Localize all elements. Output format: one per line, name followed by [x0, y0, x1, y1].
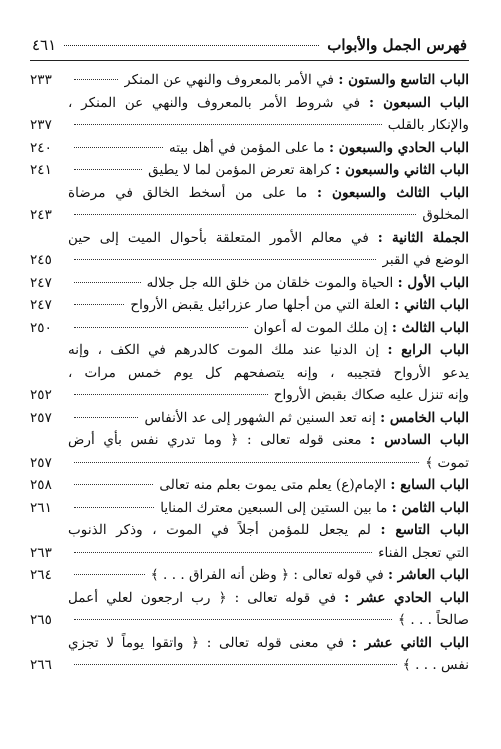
header-rule [30, 60, 469, 61]
entry-text: وإنه تنزل عليه صكاك بقبض الأرواح [273, 387, 469, 403]
entry-line [30, 587, 469, 610]
index-entry [30, 182, 469, 227]
entry-page-number: ٢٦٣ [30, 544, 52, 561]
index-entry [30, 519, 469, 564]
entry-line [30, 294, 469, 317]
leader-dots [74, 484, 153, 485]
entry-label: الباب الثالث والسبعون : [316, 184, 469, 201]
entry-page-number: ٢٣٣ [30, 72, 52, 88]
entry-text: في الأمر بالمعروف والنهي عن المنكر [124, 72, 334, 88]
entry-text: التي تعجل الفناء [378, 544, 469, 561]
entry-line [30, 362, 469, 385]
entry-line [30, 137, 469, 160]
leader-dots [74, 282, 141, 283]
entry-label: الباب الثاني عشر : [351, 634, 469, 651]
entry-text: إن الدنيا عند ملك الموت كالدرهم في الكف ، وإنه [68, 342, 380, 358]
index-entry [30, 137, 469, 160]
entry-line [30, 317, 469, 340]
index-entry [30, 69, 469, 92]
entry-text: في قوله تعالى : ﴿ وظن أنه الفراق . . . ﴾ [150, 567, 384, 583]
index-entry [30, 632, 469, 677]
index-entry [30, 564, 469, 587]
entry-text: الحياة والموت خلقان من خلق الله جل جلاله [146, 274, 394, 291]
entry-line [30, 497, 469, 520]
index-entry [30, 474, 469, 497]
entry-text: في شروط الأمر بالمعروف والنهي عن المنكر ، [68, 94, 361, 111]
entry-text: إن ملك الموت له أعوان [253, 319, 388, 336]
entry-label: الباب الخامس : [380, 409, 469, 426]
entry-label: الباب السابع : [390, 477, 469, 493]
entry-line [30, 564, 469, 587]
entry-line [30, 249, 469, 272]
entry-line [30, 407, 469, 430]
entry-line [30, 474, 469, 497]
entry-text: إنه تعد السنين ثم الشهور إلى عد الأنفاس [144, 409, 376, 426]
leader-dots [74, 417, 138, 418]
leader-dots [74, 124, 382, 125]
entry-page-number: ٢٥٧ [30, 454, 52, 471]
leader-dots [74, 259, 376, 260]
index-entry [30, 407, 469, 430]
entry-page-number: ٢٤٧ [30, 274, 52, 291]
index-entry [30, 429, 469, 474]
entry-text: كراهة تعرض المؤمن لما لا يطيق [148, 162, 331, 178]
entry-line [30, 452, 469, 475]
leader-dots [74, 574, 145, 575]
entry-text: في قوله تعالى : ﴿ رب ارجعون لعلي أعمل [68, 589, 337, 606]
entry-line [30, 272, 469, 295]
entry-line [30, 632, 469, 655]
leader-dots [74, 619, 392, 620]
index-list [30, 69, 469, 677]
entry-text: والإنكار بالقلب [387, 117, 469, 133]
leader-dots [74, 169, 142, 170]
entry-text: الإمام(ع) يعلم متى يموت بعلم منه تعالى [159, 477, 387, 493]
entry-page-number: ٢٤٥ [30, 252, 52, 268]
entry-text: العلة التي من أجلها صار عزرائيل يقبض الأرواح [130, 297, 390, 313]
leader-dots [74, 304, 124, 305]
leader-dots [74, 552, 372, 553]
entry-label: الباب العاشر : [388, 567, 469, 583]
entry-label: الباب الثالث : [391, 319, 469, 336]
entry-page-number: ٢٤٣ [30, 207, 52, 223]
entry-text: ما على المؤمن في أهل بيته [168, 139, 325, 156]
index-entry [30, 92, 469, 137]
index-entry [30, 339, 469, 407]
page-header [32, 36, 467, 54]
entry-label: الجملة الثانية : [377, 229, 469, 246]
entry-page-number: ٢٥٢ [30, 387, 52, 403]
entry-text: معنى قوله تعالى : ﴿ وما تدري نفس بأي أرض [68, 432, 362, 448]
entry-label: الباب التاسع : [380, 522, 469, 538]
entry-text: نفس . . . ﴾ [402, 657, 469, 673]
index-entry [30, 227, 469, 272]
entry-text: يدعو الأرواح فتجيبه ، وإنه يتصفحهم كل يوم خمس مرات ، [68, 364, 469, 381]
index-entry [30, 587, 469, 632]
leader-dots [74, 394, 268, 395]
entry-page-number: ٢٤٠ [30, 139, 52, 156]
entry-label: الباب الحادي والسبعون : [329, 139, 469, 156]
entry-label: الباب الحادي عشر : [344, 589, 469, 606]
entry-page-number: ٢٦٥ [30, 612, 52, 628]
entry-label: الباب الرابع : [387, 342, 469, 358]
entry-page-number: ٢٦١ [30, 499, 52, 516]
entry-label: الباب السادس : [370, 432, 469, 448]
entry-text: في معنى قوله تعالى : ﴿ واتقوا يوماً لا تجزي [68, 634, 345, 651]
entry-line [30, 542, 469, 565]
entry-page-number: ٢٣٧ [30, 117, 52, 133]
entry-text: ما بين الستين إلى السبعين معترك المنايا [160, 499, 388, 516]
entry-line [30, 609, 469, 632]
index-entry [30, 497, 469, 520]
page-number: ٤٦١ [32, 36, 57, 54]
entry-text: صالحاً . . . ﴾ [398, 612, 469, 628]
entry-line [30, 339, 469, 362]
entry-page-number: ٢٥٠ [30, 319, 52, 336]
entry-text: تموت ﴾ [425, 454, 469, 471]
entry-line [30, 159, 469, 182]
entry-line [30, 182, 469, 205]
entry-text: في معالم الأمور المتعلقة بأحوال الميت إلى حين [68, 229, 369, 246]
running-title: فهرس الجمل والأبواب [327, 36, 467, 54]
leader-dots [74, 507, 154, 508]
leader-dots [74, 214, 416, 215]
index-entry [30, 294, 469, 317]
index-entry [30, 317, 469, 340]
entry-line [30, 69, 469, 92]
entry-line [30, 654, 469, 677]
entry-line [30, 384, 469, 407]
entry-label: الباب الأول : [397, 274, 469, 291]
entry-page-number: ٢٤٧ [30, 297, 52, 313]
entry-line [30, 519, 469, 542]
entry-line [30, 429, 469, 452]
leader-dots [74, 462, 419, 463]
entry-text: ما على من أسخط الخالق في مرضاة [68, 184, 308, 201]
leader-dots [74, 327, 248, 328]
entry-line [30, 204, 469, 227]
index-entry [30, 272, 469, 295]
entry-label: الباب الثامن : [391, 499, 469, 516]
leader-dots [74, 79, 118, 80]
header-leader-dots [64, 45, 319, 46]
entry-page-number: ٢٦٤ [30, 567, 52, 583]
entry-text: الوضع في القبر [382, 252, 469, 268]
entry-line [30, 92, 469, 115]
entry-label: الباب التاسع والستون : [338, 72, 469, 88]
index-entry [30, 159, 469, 182]
entry-line [30, 114, 469, 137]
entry-text: لم يجعل للمؤمن أجلاً في الموت ، وذكر الذنوب [68, 522, 371, 538]
entry-label: الباب السبعون : [368, 94, 469, 111]
entry-label: الباب الثاني والسبعون : [335, 162, 469, 178]
entry-page-number: ٢٤١ [30, 162, 52, 178]
entry-page-number: ٢٥٨ [30, 477, 52, 493]
entry-label: الباب الثاني : [394, 297, 469, 313]
entry-page-number: ٢٦٦ [30, 657, 52, 673]
leader-dots [74, 147, 163, 148]
entry-page-number: ٢٥٧ [30, 409, 52, 426]
entry-text: المخلوق [422, 207, 469, 223]
leader-dots [74, 664, 397, 665]
entry-line [30, 227, 469, 250]
